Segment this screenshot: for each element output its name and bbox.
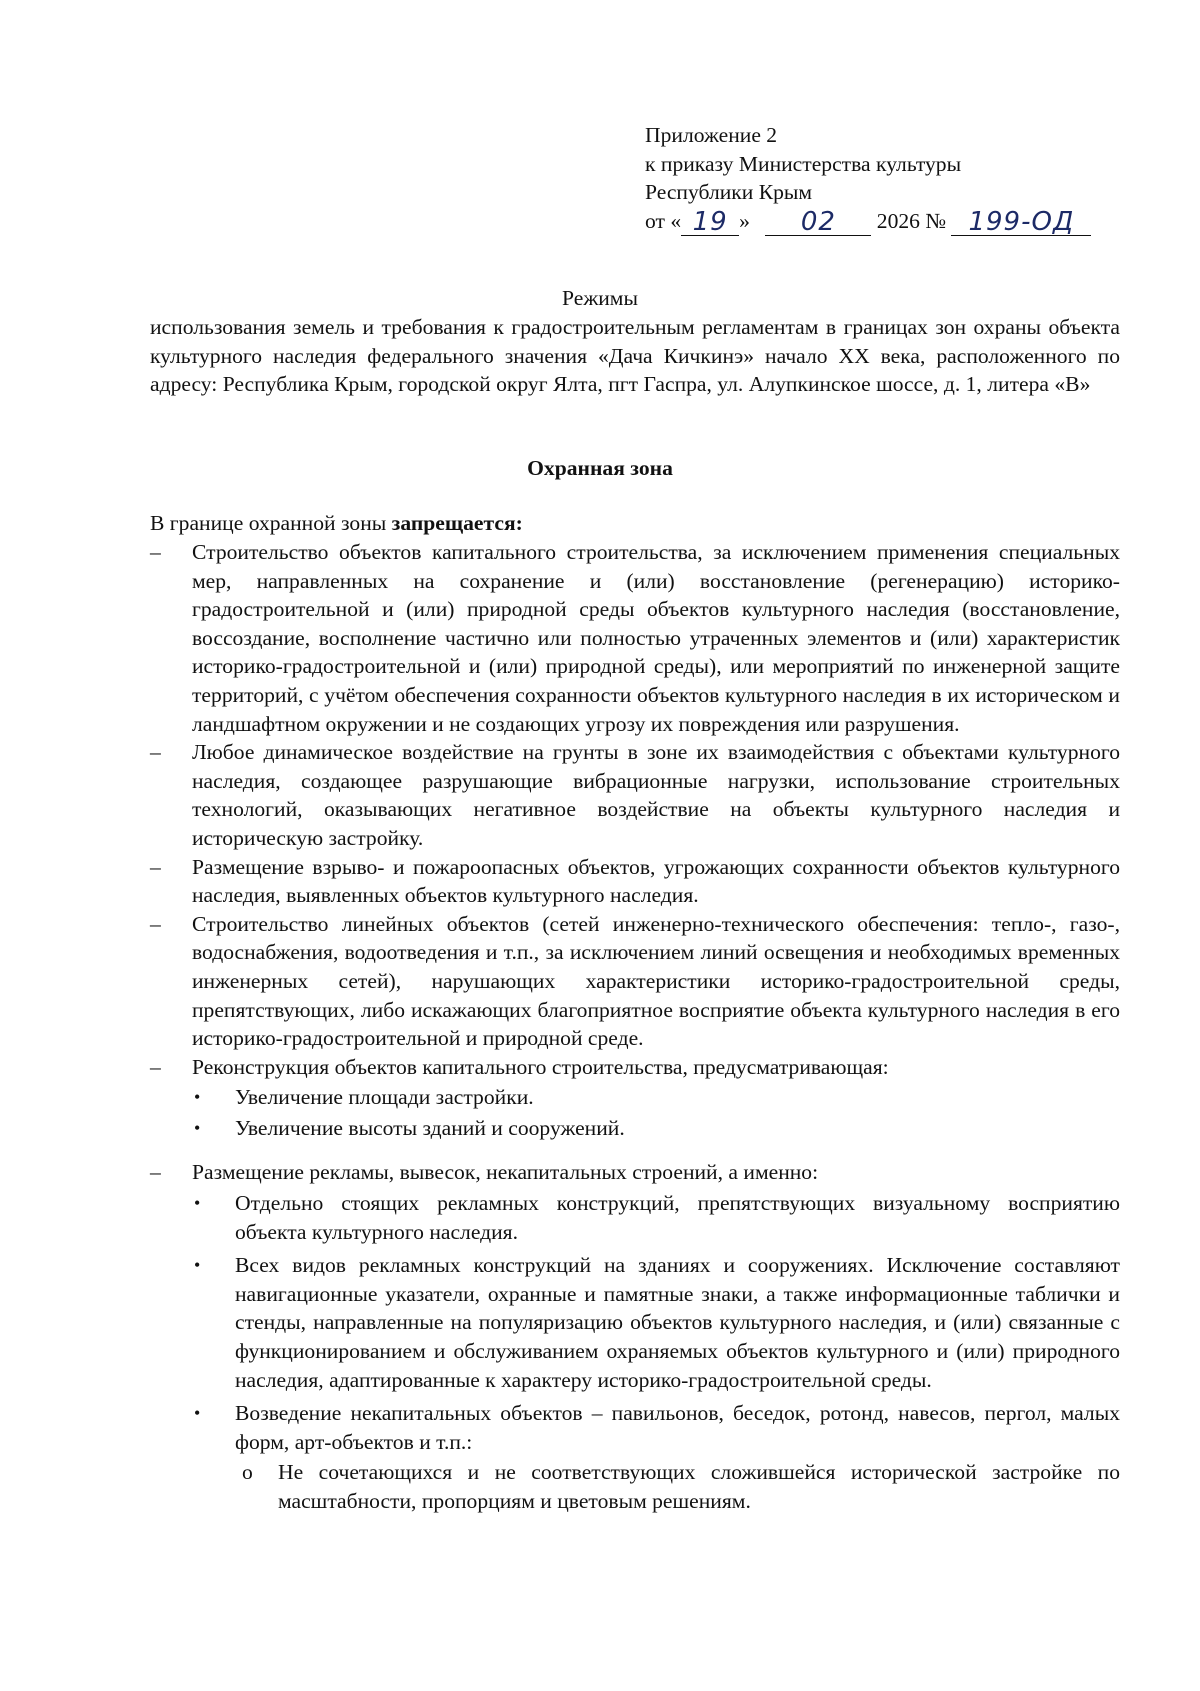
list-item-text: Размещение взрыво- и пожароопасных объектов, угрожающих сохранности объектов культурного наследия, выявленных объектов культурного наследия. bbox=[192, 854, 1120, 908]
intro-bold: запрещается: bbox=[391, 511, 523, 535]
date-mid: » bbox=[739, 208, 750, 233]
sub-list-item bbox=[0, 1251, 1120, 1394]
list-item bbox=[0, 738, 1120, 852]
prohibition-intro bbox=[150, 509, 523, 538]
list-item-text: Строительство объектов капитального строительства, за исключением применения специальных мер, направленных на сохранение и (или) восстановление (регенерацию) историко-градостроительной и (или) природной среды объектов культурного наследия (восстановление, воссоздание, восполнение частично или полностью утраченных элементов и (или) характеристик историко-градостроительной и (или) природной среды), или мероприятий по инженерной защите территорий, с учётом обеспечения сохранности объектов культурного наследия в их историческом и ландшафтном окружении и не создающих угрозу их повреждения или разрушения. bbox=[192, 540, 1120, 736]
list-item bbox=[0, 1158, 1120, 1187]
sub-list-item-text: Увеличение площади застройки. bbox=[235, 1085, 534, 1110]
year-number-label: 2026 № bbox=[876, 208, 946, 233]
dash-marker: – bbox=[150, 854, 161, 879]
list-item bbox=[0, 853, 1120, 910]
sub-list-item-text: Отдельно стоящих рекламных конструкций, препятствующих визуальному восприятию объекта культурного наследия. bbox=[235, 1191, 1120, 1244]
month-field bbox=[765, 207, 871, 237]
bullet-marker: • bbox=[194, 1117, 201, 1138]
bullet-marker: • bbox=[194, 1087, 201, 1108]
sub-list-item-text: Увеличение высоты зданий и сооружений. bbox=[235, 1115, 625, 1140]
list-item-text: Строительство линейных объектов (сетей инженерно-технического обеспечения: тепло-, газо-, водоснабжения, водоотведения и т.п., за исключением линий освещения и необходимых временных инженерных сетей), нарушающих характеристики историко-градостроительной среды, препятствующих, либо искажающих благоприятное восприятие объекта культурного наследия в его историко-градостроительной и природной среде. bbox=[192, 911, 1120, 1051]
order-date-line bbox=[645, 207, 1145, 237]
bullet-marker: • bbox=[194, 1403, 201, 1424]
order-reference: к приказу Министерства культуры bbox=[645, 151, 962, 176]
dash-marker: – bbox=[150, 1160, 161, 1185]
sub-list-item bbox=[0, 1083, 1120, 1112]
handwritten-month: 02 bbox=[800, 207, 836, 238]
list-item bbox=[0, 910, 1120, 1053]
dash-marker: – bbox=[150, 740, 161, 765]
circle-marker: o bbox=[242, 1460, 253, 1485]
republic-name: Республики Крым bbox=[645, 180, 813, 205]
sub-list-item bbox=[0, 1189, 1120, 1246]
dash-marker: – bbox=[150, 540, 161, 564]
sub-sub-list-item-text: Не сочетающихся и не соответствующих сложившейся исторической застройке по масштабности, пропорциям и цветовым решениям. bbox=[278, 1460, 1120, 1513]
list-item bbox=[0, 1053, 1120, 1082]
handwritten-order-number: 199-ОД bbox=[968, 207, 1075, 238]
sub-list-item-text: Возведение некапитальных объектов – павильонов, беседок, ротонд, навесов, пергол, малых форм, арт-объектов и т.п.: bbox=[235, 1401, 1120, 1454]
sub-sub-list-item bbox=[0, 1458, 1120, 1515]
sub-list-item-text: Всех видов рекламных конструкций на зданиях и сооружениях. Исключение составляют навигационные указатели, охранные и памятные знаки, а также информационные таблички и стенды, направленные на популяризацию объектов культурного наследия, и (или) связанные с функционированием и обслуживанием охраняемых объектов культурного и (или) природного наследия, адаптированные к характеру историко-градостроительной среды. bbox=[235, 1253, 1120, 1392]
prohibition-list bbox=[0, 538, 1200, 1516]
dash-marker: – bbox=[150, 911, 161, 936]
appendix-header bbox=[645, 121, 1145, 236]
list-item-text: Любое динамическое воздействие на грунты в зоне их взаимодействия с объектами культурного наследия, создающее разрушающие вибрационные нагрузки, использование строительных технологий, оказывающих негативное воздействие на объекты культурного наследия и историческую застройку. bbox=[192, 740, 1120, 850]
list-item-text: Реконструкция объектов капитального строительства, предусматривающая: bbox=[192, 1054, 889, 1079]
dash-marker: – bbox=[150, 1054, 161, 1079]
list-item-text: Размещение рекламы, вывесок, некапитальных строений, а именно: bbox=[192, 1160, 819, 1185]
order-number-field bbox=[951, 207, 1091, 237]
sub-list-item bbox=[0, 1114, 1120, 1143]
bullet-marker: • bbox=[194, 1193, 201, 1214]
date-prefix: от « bbox=[645, 208, 682, 233]
section-heading: Охранная зона bbox=[527, 456, 673, 480]
bullet-marker: • bbox=[194, 1255, 201, 1276]
day-field bbox=[681, 207, 739, 237]
list-item bbox=[0, 538, 1120, 738]
intro-text: В границе охранной зоны bbox=[150, 511, 392, 535]
appendix-number: Приложение 2 bbox=[645, 123, 778, 147]
document-subtitle: использования земель и требования к градостроительным регламентам в границах зон охраны объекта культурного наследия федерального значения «Дача Кичкинэ» начало XX века, расположенного по адресу: Республика Крым, городской округ Ялта, пгт Гаспра, ул. Алупкинское шоссе, д. 1, литера «В» bbox=[150, 315, 1120, 397]
document-title: Режимы bbox=[562, 286, 638, 310]
handwritten-day: 19 bbox=[692, 207, 728, 238]
sub-list-item bbox=[0, 1399, 1120, 1456]
